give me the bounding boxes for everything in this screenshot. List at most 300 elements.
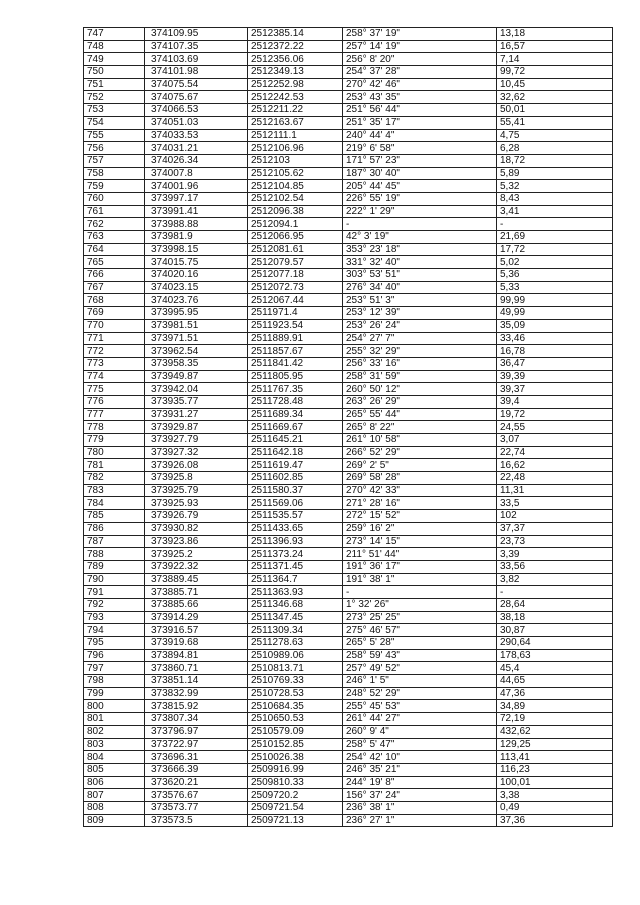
distance-cell: 39,37 (497, 383, 613, 396)
table-row (84, 459, 613, 472)
table-row (84, 611, 613, 624)
point-number-cell: 796 (84, 649, 145, 662)
x-coordinate-cell: 374033.53 (145, 129, 248, 142)
distance-cell: 5,02 (497, 256, 613, 269)
x-coordinate-cell: 373722.97 (145, 738, 248, 751)
table-row (84, 434, 613, 447)
y-coordinate-cell: 2509721.13 (248, 814, 343, 827)
x-coordinate-cell: 373931.27 (145, 408, 248, 421)
bearing-angle-cell: 254° 27' 7" (343, 332, 497, 345)
bearing-angle-cell: 257° 14' 19" (343, 40, 497, 53)
x-coordinate-cell: 374031.21 (145, 142, 248, 155)
x-coordinate-cell: 373696.31 (145, 751, 248, 764)
y-coordinate-cell: 2512242.53 (248, 91, 343, 104)
table-row (84, 104, 613, 117)
table-row (84, 332, 613, 345)
table-row (84, 573, 613, 586)
point-number-cell: 779 (84, 434, 145, 447)
distance-cell: 44,65 (497, 675, 613, 688)
x-coordinate-cell: 373620.21 (145, 776, 248, 789)
point-number-cell: 799 (84, 687, 145, 700)
bearing-angle-cell: 272° 15' 52" (343, 510, 497, 523)
x-coordinate-cell: 373885.71 (145, 586, 248, 599)
table-row (84, 497, 613, 510)
bearing-angle-cell: 219° 6' 58" (343, 142, 497, 155)
y-coordinate-cell: 2511923.54 (248, 319, 343, 332)
x-coordinate-cell: 373573.5 (145, 814, 248, 827)
point-number-cell: 808 (84, 801, 145, 814)
bearing-angle-cell: 253° 51' 3" (343, 294, 497, 307)
y-coordinate-cell: 2511580.37 (248, 484, 343, 497)
table-row (84, 231, 613, 244)
point-number-cell: 782 (84, 472, 145, 485)
table-row (84, 53, 613, 66)
x-coordinate-cell: 373926.08 (145, 459, 248, 472)
y-coordinate-cell: 2512072.73 (248, 281, 343, 294)
table-row (84, 218, 613, 231)
x-coordinate-cell: 374020.16 (145, 269, 248, 282)
y-coordinate-cell: 2511364.7 (248, 573, 343, 586)
point-number-cell: 804 (84, 751, 145, 764)
point-number-cell: 791 (84, 586, 145, 599)
point-number-cell: 748 (84, 40, 145, 53)
table-row (84, 281, 613, 294)
x-coordinate-cell: 373935.77 (145, 395, 248, 408)
y-coordinate-cell: 2510684.35 (248, 700, 343, 713)
point-number-cell: 800 (84, 700, 145, 713)
y-coordinate-cell: 2511433.65 (248, 522, 343, 535)
coordinates-table (83, 27, 613, 827)
table-row (84, 510, 613, 523)
table-row (84, 319, 613, 332)
point-number-cell: 798 (84, 675, 145, 688)
x-coordinate-cell: 373925.93 (145, 497, 248, 510)
point-number-cell: 793 (84, 611, 145, 624)
distance-cell: 37,36 (497, 814, 613, 827)
x-coordinate-cell: 374103.69 (145, 53, 248, 66)
y-coordinate-cell: 2509810.33 (248, 776, 343, 789)
point-number-cell: 795 (84, 637, 145, 650)
table-row (84, 66, 613, 79)
distance-cell: 100,01 (497, 776, 613, 789)
y-coordinate-cell: 2512104.85 (248, 180, 343, 193)
distance-cell: 5,32 (497, 180, 613, 193)
y-coordinate-cell: 2512103 (248, 154, 343, 167)
x-coordinate-cell: 373927.79 (145, 434, 248, 447)
distance-cell: 24,55 (497, 421, 613, 434)
y-coordinate-cell: 2511689.34 (248, 408, 343, 421)
table-row (84, 789, 613, 802)
point-number-cell: 750 (84, 66, 145, 79)
distance-cell: 3,39 (497, 548, 613, 561)
y-coordinate-cell: 2511396.93 (248, 535, 343, 548)
distance-cell: 17,72 (497, 243, 613, 256)
point-number-cell: 807 (84, 789, 145, 802)
point-number-cell: 753 (84, 104, 145, 117)
bearing-angle-cell: 251° 35' 17" (343, 116, 497, 129)
distance-cell: 99,99 (497, 294, 613, 307)
x-coordinate-cell: 374026.34 (145, 154, 248, 167)
x-coordinate-cell: 374109.95 (145, 28, 248, 41)
bearing-angle-cell: 236° 38' 1" (343, 801, 497, 814)
x-coordinate-cell: 373930.82 (145, 522, 248, 535)
table-row (84, 725, 613, 738)
bearing-angle-cell: 331° 32' 40" (343, 256, 497, 269)
y-coordinate-cell: 2512372.22 (248, 40, 343, 53)
point-number-cell: 767 (84, 281, 145, 294)
bearing-angle-cell: 266° 52' 29" (343, 446, 497, 459)
bearing-angle-cell: 253° 12' 39" (343, 307, 497, 320)
table-row (84, 91, 613, 104)
bearing-angle-cell: 260° 50' 12" (343, 383, 497, 396)
x-coordinate-cell: 374007.8 (145, 167, 248, 180)
table-row (84, 256, 613, 269)
table-row (84, 814, 613, 827)
point-number-cell: 762 (84, 218, 145, 231)
bearing-angle-cell: 263° 26' 29" (343, 395, 497, 408)
y-coordinate-cell: 2512106.96 (248, 142, 343, 155)
distance-cell: 290,64 (497, 637, 613, 650)
point-number-cell: 789 (84, 560, 145, 573)
y-coordinate-cell: 2512079.57 (248, 256, 343, 269)
point-number-cell: 780 (84, 446, 145, 459)
x-coordinate-cell: 374107.35 (145, 40, 248, 53)
bearing-angle-cell: 258° 37' 19" (343, 28, 497, 41)
y-coordinate-cell: 2511619.47 (248, 459, 343, 472)
distance-cell: 50,01 (497, 104, 613, 117)
y-coordinate-cell: 2511309.34 (248, 624, 343, 637)
distance-cell: 178,63 (497, 649, 613, 662)
table-row (84, 548, 613, 561)
table-row (84, 763, 613, 776)
point-number-cell: 797 (84, 662, 145, 675)
bearing-angle-cell: 303° 53' 51" (343, 269, 497, 282)
x-coordinate-cell: 374075.54 (145, 78, 248, 91)
y-coordinate-cell: 2511728.48 (248, 395, 343, 408)
point-number-cell: 752 (84, 91, 145, 104)
y-coordinate-cell: 2511669.67 (248, 421, 343, 434)
table-row (84, 776, 613, 789)
point-number-cell: 785 (84, 510, 145, 523)
distance-cell: 3,82 (497, 573, 613, 586)
distance-cell: 116,23 (497, 763, 613, 776)
y-coordinate-cell: 2512385.14 (248, 28, 343, 41)
distance-cell: 129,25 (497, 738, 613, 751)
x-coordinate-cell: 373885.66 (145, 598, 248, 611)
point-number-cell: 763 (84, 231, 145, 244)
y-coordinate-cell: 2512252.98 (248, 78, 343, 91)
distance-cell: 33,5 (497, 497, 613, 510)
y-coordinate-cell: 2512105.62 (248, 167, 343, 180)
bearing-angle-cell: 258° 31' 59" (343, 370, 497, 383)
x-coordinate-cell: 373916.57 (145, 624, 248, 637)
distance-cell: 33,46 (497, 332, 613, 345)
x-coordinate-cell: 373894.81 (145, 649, 248, 662)
point-number-cell: 774 (84, 370, 145, 383)
bearing-angle-cell: 265° 55' 44" (343, 408, 497, 421)
distance-cell: 102 (497, 510, 613, 523)
distance-cell: - (497, 218, 613, 231)
point-number-cell: 792 (84, 598, 145, 611)
y-coordinate-cell: 2511278.63 (248, 637, 343, 650)
bearing-angle-cell: 254° 37' 28" (343, 66, 497, 79)
table-row (84, 192, 613, 205)
y-coordinate-cell: 2509721.54 (248, 801, 343, 814)
y-coordinate-cell: 2512102.54 (248, 192, 343, 205)
distance-cell: 55,41 (497, 116, 613, 129)
distance-cell: 7,14 (497, 53, 613, 66)
bearing-angle-cell: 353° 23' 18" (343, 243, 497, 256)
distance-cell: 35,09 (497, 319, 613, 332)
y-coordinate-cell: 2512111.1 (248, 129, 343, 142)
distance-cell: 38,18 (497, 611, 613, 624)
point-number-cell: 787 (84, 535, 145, 548)
point-number-cell: 761 (84, 205, 145, 218)
table-row (84, 307, 613, 320)
x-coordinate-cell: 373926.79 (145, 510, 248, 523)
y-coordinate-cell: 2510989.06 (248, 649, 343, 662)
bearing-angle-cell: 246° 35' 21" (343, 763, 497, 776)
bearing-angle-cell: 258° 59' 43" (343, 649, 497, 662)
point-number-cell: 765 (84, 256, 145, 269)
x-coordinate-cell: 373958.35 (145, 357, 248, 370)
distance-cell: 3,41 (497, 205, 613, 218)
distance-cell: 5,89 (497, 167, 613, 180)
x-coordinate-cell: 373815.92 (145, 700, 248, 713)
distance-cell: 49,99 (497, 307, 613, 320)
y-coordinate-cell: 2511971.4 (248, 307, 343, 320)
x-coordinate-cell: 373988.88 (145, 218, 248, 231)
table-row (84, 675, 613, 688)
distance-cell: 28,64 (497, 598, 613, 611)
x-coordinate-cell: 373927.32 (145, 446, 248, 459)
x-coordinate-cell: 373860.71 (145, 662, 248, 675)
table-row (84, 154, 613, 167)
bearing-angle-cell: 226° 55' 19" (343, 192, 497, 205)
bearing-angle-cell: 258° 5' 47" (343, 738, 497, 751)
y-coordinate-cell: 2512163.67 (248, 116, 343, 129)
x-coordinate-cell: 374001.96 (145, 180, 248, 193)
table-row (84, 421, 613, 434)
bearing-angle-cell: 191° 38' 1" (343, 573, 497, 586)
distance-cell: 30,87 (497, 624, 613, 637)
table-row (84, 116, 613, 129)
bearing-angle-cell: 255° 45' 53" (343, 700, 497, 713)
table-row (84, 637, 613, 650)
bearing-angle-cell: 269° 58' 28" (343, 472, 497, 485)
point-number-cell: 760 (84, 192, 145, 205)
bearing-angle-cell: 276° 34' 40" (343, 281, 497, 294)
bearing-angle-cell: 273° 25' 25" (343, 611, 497, 624)
distance-cell: 22,74 (497, 446, 613, 459)
point-number-cell: 786 (84, 522, 145, 535)
distance-cell: 3,07 (497, 434, 613, 447)
x-coordinate-cell: 373914.29 (145, 611, 248, 624)
y-coordinate-cell: 2510813.71 (248, 662, 343, 675)
point-number-cell: 809 (84, 814, 145, 827)
table-row (84, 700, 613, 713)
y-coordinate-cell: 2512067.44 (248, 294, 343, 307)
point-number-cell: 766 (84, 269, 145, 282)
bearing-angle-cell: 1° 32' 26" (343, 598, 497, 611)
point-number-cell: 769 (84, 307, 145, 320)
distance-cell: 99,72 (497, 66, 613, 79)
table-row (84, 472, 613, 485)
bearing-angle-cell: 246° 1' 5" (343, 675, 497, 688)
distance-cell: 6,28 (497, 142, 613, 155)
distance-cell: 72,19 (497, 713, 613, 726)
point-number-cell: 802 (84, 725, 145, 738)
bearing-angle-cell: 256° 8' 20" (343, 53, 497, 66)
y-coordinate-cell: 2511363.93 (248, 586, 343, 599)
x-coordinate-cell: 374023.15 (145, 281, 248, 294)
table-row (84, 142, 613, 155)
distance-cell: 5,36 (497, 269, 613, 282)
point-number-cell: 801 (84, 713, 145, 726)
bearing-angle-cell: 222° 1' 29" (343, 205, 497, 218)
table-row (84, 294, 613, 307)
y-coordinate-cell: 2512066.95 (248, 231, 343, 244)
bearing-angle-cell: 251° 56' 44" (343, 104, 497, 117)
distance-cell: 16,57 (497, 40, 613, 53)
y-coordinate-cell: 2511767.35 (248, 383, 343, 396)
y-coordinate-cell: 2510026.38 (248, 751, 343, 764)
point-number-cell: 777 (84, 408, 145, 421)
table-row (84, 269, 613, 282)
point-number-cell: 770 (84, 319, 145, 332)
bearing-angle-cell: 269° 2' 5" (343, 459, 497, 472)
x-coordinate-cell: 373962.54 (145, 345, 248, 358)
distance-cell: 32,62 (497, 91, 613, 104)
distance-cell: 45,4 (497, 662, 613, 675)
y-coordinate-cell: 2512096.38 (248, 205, 343, 218)
bearing-angle-cell: 260° 9' 4" (343, 725, 497, 738)
y-coordinate-cell: 2510579.09 (248, 725, 343, 738)
bearing-angle-cell: 244° 19' 8" (343, 776, 497, 789)
distance-cell: 34,89 (497, 700, 613, 713)
y-coordinate-cell: 2512349.13 (248, 66, 343, 79)
bearing-angle-cell: 261° 10' 58" (343, 434, 497, 447)
x-coordinate-cell: 374066.53 (145, 104, 248, 117)
distance-cell: 16,78 (497, 345, 613, 358)
distance-cell: 13,18 (497, 28, 613, 41)
distance-cell: 11,31 (497, 484, 613, 497)
bearing-angle-cell: 259° 16' 2" (343, 522, 497, 535)
x-coordinate-cell: 373576.67 (145, 789, 248, 802)
bearing-angle-cell: 253° 43' 35" (343, 91, 497, 104)
distance-cell: 18,72 (497, 154, 613, 167)
table-row (84, 446, 613, 459)
bearing-angle-cell: 248° 52' 29" (343, 687, 497, 700)
table-row (84, 713, 613, 726)
table-row (84, 535, 613, 548)
y-coordinate-cell: 2511347.45 (248, 611, 343, 624)
y-coordinate-cell: 2511857.67 (248, 345, 343, 358)
point-number-cell: 778 (84, 421, 145, 434)
point-number-cell: 755 (84, 129, 145, 142)
distance-cell: - (497, 586, 613, 599)
bearing-angle-cell: 42° 3' 19" (343, 231, 497, 244)
point-number-cell: 790 (84, 573, 145, 586)
point-number-cell: 784 (84, 497, 145, 510)
bearing-angle-cell: 265° 8' 22" (343, 421, 497, 434)
point-number-cell: 754 (84, 116, 145, 129)
point-number-cell: 781 (84, 459, 145, 472)
table-row (84, 180, 613, 193)
point-number-cell: 749 (84, 53, 145, 66)
distance-cell: 19,72 (497, 408, 613, 421)
distance-cell: 4,75 (497, 129, 613, 142)
distance-cell: 33,56 (497, 560, 613, 573)
x-coordinate-cell: 374101.98 (145, 66, 248, 79)
distance-cell: 22,48 (497, 472, 613, 485)
table-row (84, 687, 613, 700)
table-row (84, 40, 613, 53)
bearing-angle-cell: 156° 37' 24" (343, 789, 497, 802)
x-coordinate-cell: 373929.87 (145, 421, 248, 434)
x-coordinate-cell: 373981.9 (145, 231, 248, 244)
y-coordinate-cell: 2510650.53 (248, 713, 343, 726)
table-row (84, 395, 613, 408)
table-row (84, 129, 613, 142)
y-coordinate-cell: 2512356.06 (248, 53, 343, 66)
y-coordinate-cell: 2511569.06 (248, 497, 343, 510)
table-row (84, 801, 613, 814)
x-coordinate-cell: 373925.2 (145, 548, 248, 561)
point-number-cell: 805 (84, 763, 145, 776)
x-coordinate-cell: 373995.95 (145, 307, 248, 320)
point-number-cell: 758 (84, 167, 145, 180)
distance-cell: 37,37 (497, 522, 613, 535)
x-coordinate-cell: 373942.04 (145, 383, 248, 396)
point-number-cell: 773 (84, 357, 145, 370)
x-coordinate-cell: 374075.67 (145, 91, 248, 104)
coordinates-table-body (84, 28, 613, 827)
point-number-cell: 768 (84, 294, 145, 307)
table-row (84, 586, 613, 599)
bearing-angle-cell: 265° 5' 28" (343, 637, 497, 650)
table-row (84, 522, 613, 535)
point-number-cell: 757 (84, 154, 145, 167)
point-number-cell: 803 (84, 738, 145, 751)
y-coordinate-cell: 2511642.18 (248, 446, 343, 459)
point-number-cell: 794 (84, 624, 145, 637)
bearing-angle-cell: 205° 44' 45" (343, 180, 497, 193)
x-coordinate-cell: 374015.75 (145, 256, 248, 269)
distance-cell: 39,39 (497, 370, 613, 383)
table-row (84, 28, 613, 41)
bearing-angle-cell: 240° 44' 4" (343, 129, 497, 142)
x-coordinate-cell: 373573.77 (145, 801, 248, 814)
bearing-angle-cell: 211° 51' 44" (343, 548, 497, 561)
x-coordinate-cell: 373922.32 (145, 560, 248, 573)
table-row (84, 408, 613, 421)
table-row (84, 598, 613, 611)
x-coordinate-cell: 373796.97 (145, 725, 248, 738)
y-coordinate-cell: 2512094.1 (248, 218, 343, 231)
distance-cell: 432,62 (497, 725, 613, 738)
x-coordinate-cell: 373807.34 (145, 713, 248, 726)
y-coordinate-cell: 2511889.91 (248, 332, 343, 345)
bearing-angle-cell: 270° 42' 33" (343, 484, 497, 497)
x-coordinate-cell: 374051.03 (145, 116, 248, 129)
table-row (84, 624, 613, 637)
bearing-angle-cell: 187° 30' 40" (343, 167, 497, 180)
y-coordinate-cell: 2511602.85 (248, 472, 343, 485)
table-row (84, 383, 613, 396)
point-number-cell: 751 (84, 78, 145, 91)
x-coordinate-cell: 373666.39 (145, 763, 248, 776)
